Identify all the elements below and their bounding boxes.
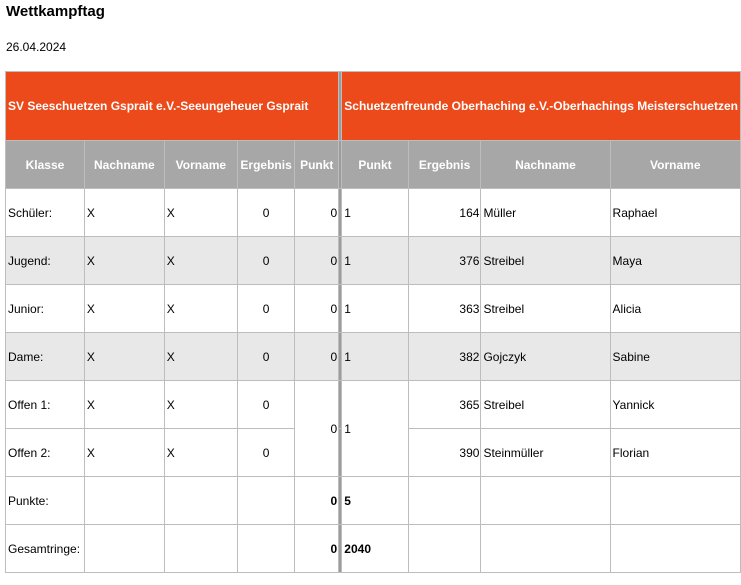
cell-home-nachname: X	[84, 381, 164, 429]
team-home-name: SV Seeschuetzen Gsprait e.V.-Seeungeheuer Gsprait	[6, 72, 339, 141]
page-title: Wettkampftag	[6, 3, 105, 20]
cell-away-punkt-offen: 1	[342, 381, 408, 477]
cell-away-ergebnis: 363	[408, 285, 481, 333]
team-header-row	[6, 72, 741, 141]
empty-cell	[610, 525, 740, 573]
cell-klasse: Offen 2:	[6, 429, 85, 477]
empty-cell	[408, 477, 481, 525]
header-away-vorname: Vorname	[610, 141, 740, 189]
table-row	[6, 189, 741, 237]
cell-away-vorname: Florian	[610, 429, 740, 477]
cell-klasse: Offen 1:	[6, 381, 85, 429]
empty-cell	[164, 477, 237, 525]
cell-home-vorname: X	[164, 237, 237, 285]
punkte-away: 5	[342, 477, 408, 525]
cell-away-vorname: Sabine	[610, 333, 740, 381]
cell-home-vorname: X	[164, 333, 237, 381]
cell-away-nachname: Streibel	[481, 381, 610, 429]
cell-home-ergebnis: 0	[237, 429, 294, 477]
header-home-punkt: Punkt	[295, 141, 339, 189]
cell-home-punkt: 0	[295, 189, 339, 237]
empty-cell	[408, 525, 481, 573]
competition-date: 26.04.2024	[6, 40, 67, 54]
cell-away-nachname: Streibel	[481, 285, 610, 333]
cell-away-nachname: Gojczyk	[481, 333, 610, 381]
table-row	[6, 285, 741, 333]
empty-cell	[481, 525, 610, 573]
cell-home-nachname: X	[84, 429, 164, 477]
cell-home-vorname: X	[164, 189, 237, 237]
cell-away-vorname: Alicia	[610, 285, 740, 333]
cell-away-punkt: 1	[342, 237, 408, 285]
cell-home-punkt: 0	[295, 333, 339, 381]
cell-away-ergebnis: 365	[408, 381, 481, 429]
column-separator	[339, 429, 342, 477]
cell-home-vorname: X	[164, 429, 237, 477]
cell-away-vorname: Maya	[610, 237, 740, 285]
punkte-home: 0	[295, 477, 339, 525]
header-home-ergebnis: Ergebnis	[237, 141, 294, 189]
team-away-name: Schuetzenfreunde Oberhaching e.V.-Oberhachings Meisterschuetzen	[342, 72, 741, 141]
ringe-away: 2040	[342, 525, 408, 573]
cell-away-punkt: 1	[342, 285, 408, 333]
column-header-row	[6, 141, 741, 189]
cell-away-ergebnis: 164	[408, 189, 481, 237]
cell-away-punkt: 1	[342, 333, 408, 381]
cell-home-nachname: X	[84, 333, 164, 381]
cell-klasse: Schüler:	[6, 189, 85, 237]
cell-away-nachname: Streibel	[481, 237, 610, 285]
cell-away-punkt: 1	[342, 189, 408, 237]
cell-home-vorname: X	[164, 381, 237, 429]
empty-cell	[610, 477, 740, 525]
cell-away-ergebnis: 382	[408, 333, 481, 381]
totals-ringe-row	[6, 525, 741, 573]
cell-klasse: Junior:	[6, 285, 85, 333]
cell-away-vorname: Raphael	[610, 189, 740, 237]
header-away-punkt: Punkt	[342, 141, 408, 189]
empty-cell	[481, 477, 610, 525]
empty-cell	[164, 525, 237, 573]
cell-away-nachname: Müller	[481, 189, 610, 237]
table-row	[6, 237, 741, 285]
header-away-ergebnis: Ergebnis	[408, 141, 481, 189]
cell-klasse: Dame:	[6, 333, 85, 381]
ringe-home: 0	[295, 525, 339, 573]
cell-away-ergebnis: 376	[408, 237, 481, 285]
header-home-vorname: Vorname	[164, 141, 237, 189]
results-table	[5, 71, 741, 573]
cell-home-punkt-offen: 0	[295, 381, 339, 477]
header-away-nachname: Nachname	[481, 141, 610, 189]
cell-home-ergebnis: 0	[237, 381, 294, 429]
cell-home-ergebnis: 0	[237, 285, 294, 333]
cell-home-nachname: X	[84, 285, 164, 333]
cell-home-punkt: 0	[295, 237, 339, 285]
empty-cell	[237, 477, 294, 525]
table-row	[6, 333, 741, 381]
header-home-nachname: Nachname	[84, 141, 164, 189]
cell-home-punkt: 0	[295, 285, 339, 333]
cell-home-nachname: X	[84, 189, 164, 237]
cell-home-ergebnis: 0	[237, 237, 294, 285]
cell-home-vorname: X	[164, 285, 237, 333]
empty-cell	[84, 525, 164, 573]
cell-home-nachname: X	[84, 237, 164, 285]
header-klasse: Klasse	[6, 141, 85, 189]
cell-away-nachname: Steinmüller	[481, 429, 610, 477]
punkte-label: Punkte:	[6, 477, 85, 525]
totals-punkte-row	[6, 477, 741, 525]
ringe-label: Gesamtringe:	[6, 525, 85, 573]
cell-away-ergebnis: 390	[408, 429, 481, 477]
table-row	[6, 381, 741, 429]
cell-home-ergebnis: 0	[237, 333, 294, 381]
empty-cell	[237, 525, 294, 573]
cell-away-vorname: Yannick	[610, 381, 740, 429]
cell-klasse: Jugend:	[6, 237, 85, 285]
cell-home-ergebnis: 0	[237, 189, 294, 237]
empty-cell	[84, 477, 164, 525]
